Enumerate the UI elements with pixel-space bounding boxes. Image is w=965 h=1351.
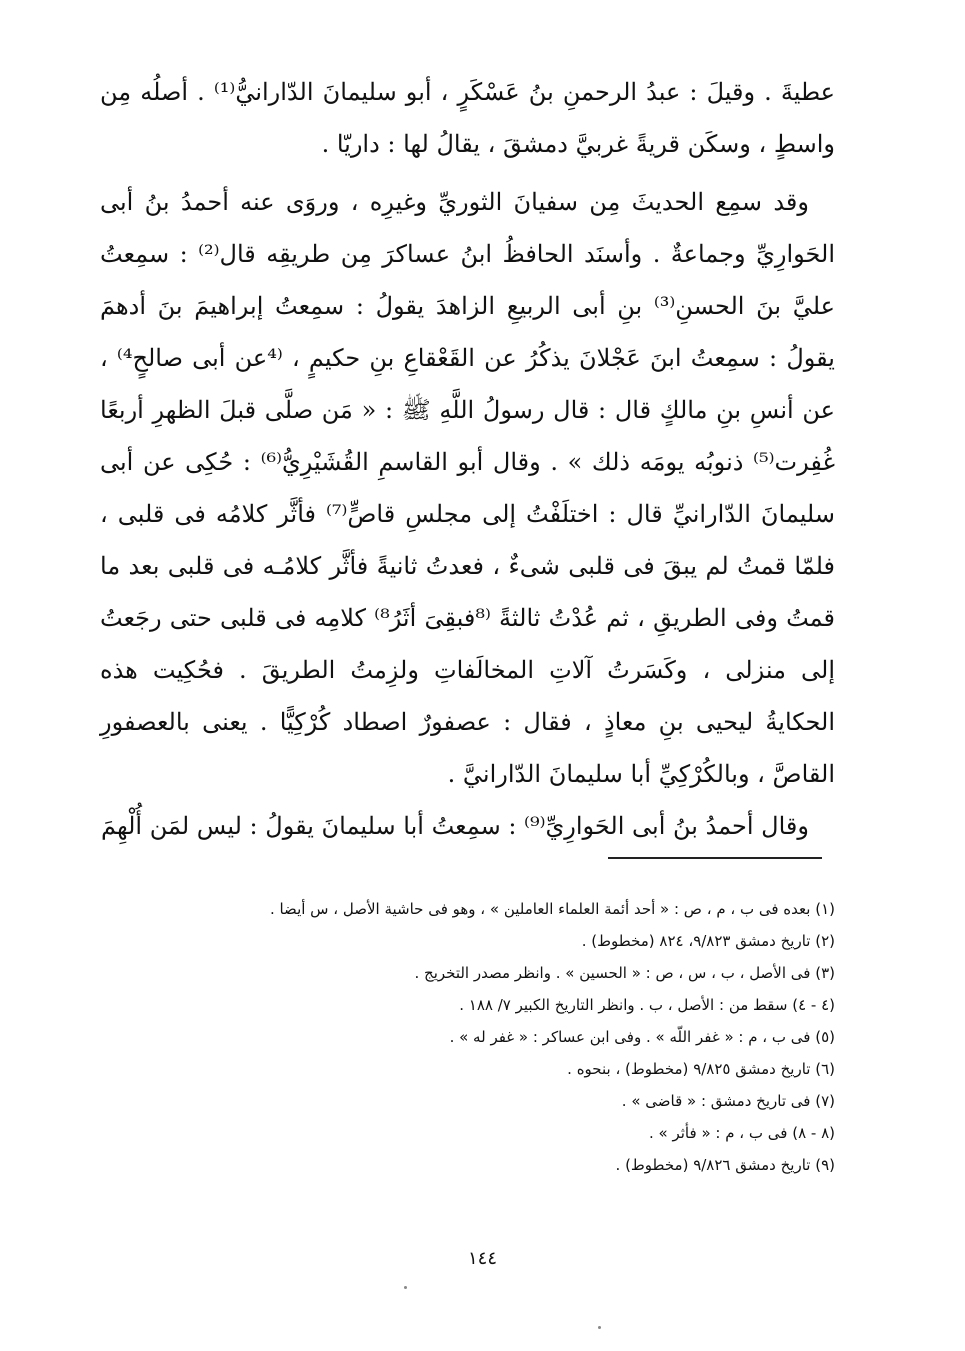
main-text <box>100 66 835 852</box>
footnote-9: (٩) تاريخ دمشق ٩/٨٢٦ (مخطوط) . <box>615 1156 835 1174</box>
footnote-4: (٤ - ٤) سقط من : الأصل ، ب . وانظر التاريخ الكبير ٧/ ١٨٨ . <box>459 996 835 1014</box>
scan-speck <box>598 1326 601 1329</box>
paragraph-3: وقال أحمدُ بنُ أبى الحَوارِيِّ⁽⁹⁾ : سمِعتُ أبا سليمانَ يقولُ : ليس لمَن أُلْهِمَ <box>101 812 809 840</box>
footnote-2: (٢) تاريخ دمشق ٩/٨٢٣، ٨٢٤ (مخطوط) . <box>581 932 835 950</box>
footnote-1: (١) بعده فى ب ، م ، ص : « أحد أئمة العلماء العاملين » ، وهو فى حاشية الأصل ، س أيضا . <box>269 900 835 918</box>
footnote-8: (٨ - ٨) فى ب ، م : « فأثر » . <box>649 1124 835 1142</box>
footnote-6: (٦) تاريخ دمشق ٩/٨٢٥ (مخطوط) ، بنحوه . <box>567 1060 835 1078</box>
footnote-5: (٥) فى ب ، م : « غفر اللّه » . وفى ابن عساكر : « غفر له » . <box>449 1028 835 1046</box>
footnote-3: (٣) فى الأصل ، ب ، س ، ص : « الحسين » . وانظر مصدر التخريج . <box>414 964 835 982</box>
paragraph-2: وقد سمِع الحديثَ مِن سفيانَ الثوريِّ وغيرِه ، وروَى عنه أحمدُ بنُ أبى الحَوارِيِّ وجماعةٌ . وأسنَد الحافظُ ابنُ عساكرَ مِن طريقِه قال⁽²⁾ : سمِعتُ عليَّ بنَ الحسنِ⁽³⁾ بنِ أبى الربيعِ الزاهدَ يقولُ : سمِعتُ إبراهيمَ بنَ أدهمَ يقولُ : سمِعتُ ابنَ عَجْلانَ يذكُرُ عن القَعْقاعِ بنِ حكيمٍ ، ⁽⁴عن أبى صالحٍ⁴⁾ ، عن أنسِ بنِ مالكٍ قال : قال رسولُ اللَّهِ ﷺ : « مَن صلَّى قبلَ الظهرِ أربعًا غُفِرت⁽⁵⁾ ذنوبُه يومَه ذلك » . وقال أبو القاسمِ القُشَيْرِيُّ⁽⁶⁾ : حُكِى عن أبى سليمانَ الدّارانيِّ قال : اختلَفْتُ إلى مجلسِ قاصٍّ⁽⁷⁾ فأثَّر كلامُه فى قلبى ، فلمّا قمتُ لم يبقَ فى قلبى شىءٌ ، فعدتُ ثانيةً فأثَّر كلامُـه فى قلبى بعد ما قمتُ وفى الطريقِ ، ثم عُدْتُ ثالثةً ⁽⁸فبقِىَ أثَرُ⁸⁾ كلامِه فى قلبى حتى رجَعتُ إلى منزلى ، وكَسَرتُ آلاتِ المخالَفاتِ ولزِمتُ الطريقَ . فحُكِيت هذه الحكايةُ ليحيى بنِ معاذٍ ، فقال : عصفورٌ اصطاد كُرْكِيًّا . يعنى بالعصفورِ القاصَّ ، وبالكُرْكِيِّ أبا سليمانَ الدّارانيَّ . <box>100 188 836 788</box>
paragraph-1: عطيةَ . وقيلَ : عبدُ الرحمنِ بنُ عَسْكَرٍ ، أبو سليمانَ الدّارانيُّ⁽¹⁾ . أصلُه مِن واسطٍ ، وسكَن قريةً غربيَّ دمشقَ ، يقالُ لها : داريّا . <box>100 78 835 158</box>
footnote-separator <box>608 857 822 859</box>
footnotes <box>100 893 835 1181</box>
page-number: ١٤٤ <box>467 1248 497 1269</box>
footnote-7: (٧) فى تاريخ دمشق : « قاضى » . <box>621 1092 835 1110</box>
scan-speck <box>404 1286 407 1289</box>
